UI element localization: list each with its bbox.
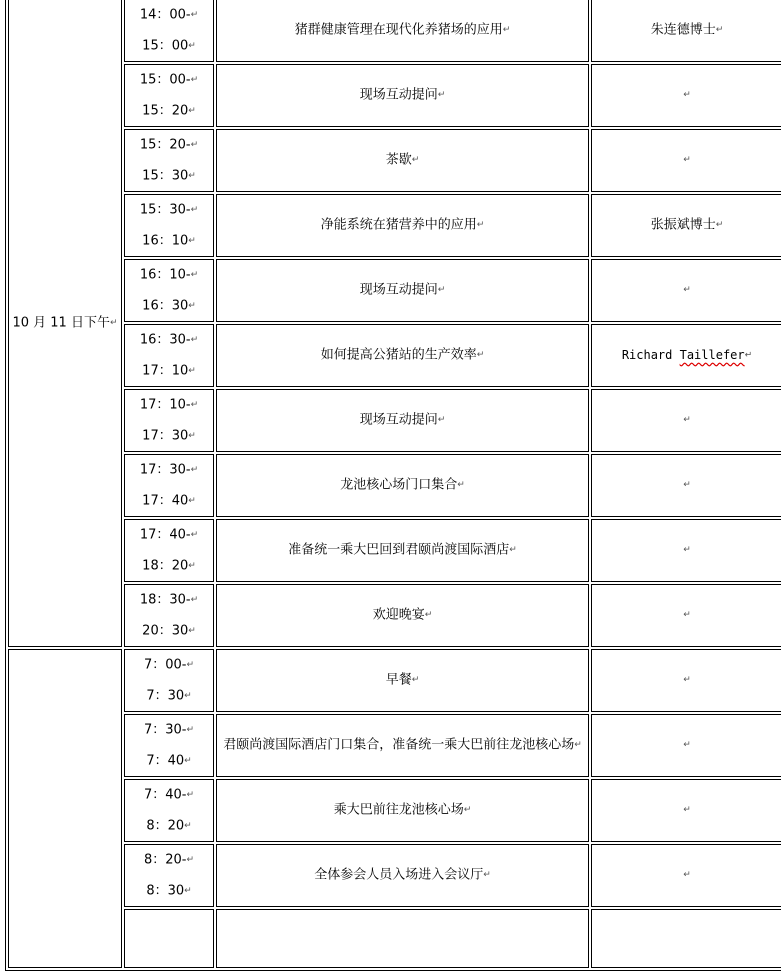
paragraph-mark-icon: ↵	[683, 415, 691, 426]
time-start	[125, 0, 213, 31]
schedule-row	[8, 259, 781, 322]
time-end-text: 20：30	[142, 623, 189, 638]
topic-cell	[216, 64, 589, 127]
schedule-body	[8, 0, 781, 968]
topic-text: 猪群健康管理在现代化养猪场的应用	[294, 22, 503, 38]
time-start	[125, 390, 213, 421]
paragraph-mark-icon: ↵	[437, 415, 446, 426]
topic-text: 现场互动提问	[359, 87, 438, 103]
paragraph-mark-icon: ↵	[683, 90, 691, 101]
topic-cell	[216, 844, 589, 907]
topic-text: 现场互动提问	[359, 412, 438, 428]
time-end	[125, 811, 213, 842]
spellcheck-underline: Taillefer	[679, 348, 745, 362]
paragraph-mark-icon: ↵	[411, 155, 420, 166]
schedule-row	[8, 0, 781, 62]
speaker-cell	[591, 129, 781, 192]
paragraph-mark-icon: ↵	[186, 790, 195, 800]
paragraph-mark-icon: ↵	[188, 170, 196, 181]
schedule-row	[8, 779, 781, 842]
time-end	[125, 31, 213, 62]
time-start-text: 15：30-	[139, 202, 191, 218]
time-end	[125, 291, 213, 322]
time-start-text: 7：30-	[143, 722, 187, 738]
time-start	[125, 65, 213, 96]
paragraph-mark-icon: ↵	[190, 595, 199, 605]
paragraph-mark-icon: ↵	[190, 10, 199, 20]
schedule-row	[8, 584, 781, 647]
topic-cell	[216, 584, 589, 647]
topic-cell	[216, 194, 589, 257]
time-start-text: 16：10-	[139, 267, 191, 283]
paragraph-mark-icon: ↵	[683, 480, 691, 491]
topic-cell	[216, 324, 589, 387]
paragraph-mark-icon: ↵	[476, 350, 485, 361]
time-start	[125, 520, 213, 551]
time-start-text: 7：40-	[143, 787, 187, 803]
schedule-row	[8, 454, 781, 517]
schedule-row	[8, 324, 781, 387]
time-cell	[124, 64, 214, 127]
paragraph-mark-icon: ↵	[188, 430, 196, 441]
topic-text: 欢迎晚宴	[372, 607, 425, 623]
speaker-cell	[591, 0, 781, 62]
paragraph-mark-icon: ↵	[188, 495, 196, 506]
schedule-row	[8, 844, 781, 907]
time-start-text: 17：40-	[139, 527, 191, 543]
time-end	[125, 421, 213, 452]
time-start-text: 16：30-	[139, 332, 191, 348]
paragraph-mark-icon: ↵	[184, 755, 192, 766]
topic-cell	[216, 389, 589, 452]
time-start	[125, 650, 213, 681]
time-end	[125, 96, 213, 127]
paragraph-mark-icon: ↵	[188, 40, 196, 51]
time-cell	[124, 389, 214, 452]
time-end-text: 17：10	[142, 363, 189, 378]
paragraph-mark-icon: ↵	[186, 660, 195, 670]
time-end	[125, 876, 213, 907]
paragraph-mark-icon: ↵	[483, 870, 491, 881]
time-end-text: 17：30	[142, 428, 189, 443]
time-end	[125, 616, 213, 647]
topic-text: 早餐	[385, 672, 412, 688]
topic-text: 乘大巴前往龙池核心场	[333, 802, 464, 818]
speaker-cell	[591, 844, 781, 907]
time-end-text: 17：40	[142, 493, 189, 508]
paragraph-mark-icon: ↵	[424, 610, 433, 621]
paragraph-mark-icon: ↵	[509, 545, 517, 556]
schedule-row	[8, 129, 781, 192]
time-start	[125, 455, 213, 486]
paragraph-mark-icon: ↵	[190, 75, 199, 85]
paragraph-mark-icon: ↵	[188, 105, 196, 116]
paragraph-mark-icon: ↵	[457, 480, 465, 491]
paragraph-mark-icon: ↵	[683, 805, 691, 816]
time-end-text: 7：40	[146, 753, 185, 768]
paragraph-mark-icon: ↵	[437, 285, 446, 296]
time-start	[125, 325, 213, 356]
time-end-text: 8：30	[146, 883, 185, 898]
speaker-cell	[591, 324, 781, 387]
paragraph-mark-icon: ↵	[190, 270, 199, 280]
time-end	[125, 746, 213, 777]
paragraph-mark-icon: ↵	[184, 820, 192, 831]
topic-cell	[216, 714, 589, 777]
time-start	[125, 130, 213, 161]
speaker-text: 张振斌博士	[650, 217, 716, 233]
topic-cell	[216, 454, 589, 517]
topic-text: 现场互动提问	[359, 282, 438, 298]
topic-text: 如何提高公猪站的生产效率	[320, 347, 477, 363]
paragraph-mark-icon: ↵	[744, 350, 753, 361]
paragraph-mark-icon: ↵	[184, 885, 192, 896]
paragraph-mark-icon: ↵	[188, 300, 196, 311]
speaker-cell	[591, 519, 781, 582]
paragraph-mark-icon: ↵	[190, 400, 199, 410]
time-end-text: 18：20	[142, 558, 189, 573]
time-cell	[124, 649, 214, 712]
empty-cell	[591, 909, 781, 968]
schedule-row	[8, 389, 781, 452]
time-cell	[124, 714, 214, 777]
paragraph-mark-icon: ↵	[186, 855, 195, 865]
topic-cell	[216, 0, 589, 62]
speaker-cell	[591, 584, 781, 647]
time-end	[125, 681, 213, 712]
speaker-cell	[591, 259, 781, 322]
paragraph-mark-icon: ↵	[190, 465, 199, 475]
time-end-text: 15：00	[142, 38, 189, 53]
paragraph-mark-icon: ↵	[437, 90, 446, 101]
time-start-text: 14：00-	[139, 7, 191, 23]
empty-cell	[124, 909, 214, 968]
speaker-cell	[591, 454, 781, 517]
time-start-text: 15：20-	[139, 137, 191, 153]
time-start-text: 17：10-	[139, 397, 191, 413]
empty-cell	[216, 909, 589, 968]
time-end-text: 7：30	[146, 688, 185, 703]
paragraph-mark-icon: ↵	[715, 25, 724, 36]
time-start	[125, 715, 213, 746]
time-start	[125, 260, 213, 291]
time-end-text: 8：20	[146, 818, 185, 833]
paragraph-mark-icon: ↵	[190, 140, 199, 150]
topic-cell	[216, 519, 589, 582]
time-cell	[124, 779, 214, 842]
speaker-cell	[591, 779, 781, 842]
schedule-row	[8, 714, 781, 777]
time-cell	[124, 584, 214, 647]
paragraph-mark-icon: ↵	[574, 740, 582, 751]
time-cell	[124, 519, 214, 582]
time-cell	[124, 259, 214, 322]
topic-cell	[216, 779, 589, 842]
paragraph-mark-icon: ↵	[683, 155, 691, 166]
time-start-text: 8：20-	[143, 852, 187, 868]
time-start-text: 17：30-	[139, 462, 191, 478]
paragraph-mark-icon: ↵	[190, 530, 199, 540]
topic-cell	[216, 129, 589, 192]
speaker-cell	[591, 714, 781, 777]
time-start	[125, 845, 213, 876]
speaker-cell	[591, 649, 781, 712]
time-end	[125, 551, 213, 582]
time-start-text: 7：00-	[143, 657, 187, 673]
topic-cell	[216, 259, 589, 322]
speaker-text: 朱连德博士	[650, 22, 716, 38]
date-label: 10 月 11 日下午	[12, 315, 110, 331]
paragraph-mark-icon: ↵	[184, 690, 192, 701]
schedule-row	[8, 64, 781, 127]
schedule-row-partial	[8, 909, 781, 968]
paragraph-mark-icon: ↵	[188, 235, 196, 246]
speaker-cell	[591, 64, 781, 127]
topic-text: 君颐尚渡国际酒店门口集合，准备统一乘大巴前往龙池核心场	[223, 737, 575, 753]
time-start	[125, 585, 213, 616]
speaker-text: Richard Taillefer	[621, 348, 745, 362]
paragraph-mark-icon: ↵	[188, 560, 196, 571]
paragraph-mark-icon: ↵	[683, 285, 691, 296]
topic-cell	[216, 649, 589, 712]
time-cell	[124, 454, 214, 517]
time-start	[125, 195, 213, 226]
time-end	[125, 486, 213, 517]
time-cell	[124, 324, 214, 387]
topic-text: 准备统一乘大巴回到君颐尚渡国际酒店	[288, 542, 510, 558]
paragraph-mark-icon: ↵	[683, 870, 691, 881]
paragraph-mark-icon: ↵	[411, 675, 420, 686]
paragraph-mark-icon: ↵	[109, 317, 118, 328]
topic-text: 全体参会人员入场进入会议厅	[314, 867, 484, 883]
time-end-text: 16：30	[142, 298, 189, 313]
paragraph-mark-icon: ↵	[683, 675, 691, 686]
paragraph-mark-icon: ↵	[186, 725, 195, 735]
time-end-text: 15：20	[142, 103, 189, 118]
time-end-text: 15：30	[142, 168, 189, 183]
paragraph-mark-icon: ↵	[190, 205, 199, 215]
paragraph-mark-icon: ↵	[463, 805, 472, 816]
time-end	[125, 356, 213, 387]
schedule-row	[8, 649, 781, 712]
paragraph-mark-icon: ↵	[683, 610, 691, 621]
paragraph-mark-icon: ↵	[715, 220, 724, 231]
date-cell	[8, 0, 122, 647]
time-start-text: 15：00-	[139, 72, 191, 88]
topic-text: 净能系统在猪营养中的应用	[320, 217, 477, 233]
schedule-row	[8, 519, 781, 582]
time-start	[125, 780, 213, 811]
paragraph-mark-icon: ↵	[190, 335, 199, 345]
paragraph-mark-icon: ↵	[683, 545, 691, 556]
topic-text: 茶歇	[385, 152, 412, 168]
date-cell	[8, 649, 122, 968]
paragraph-mark-icon: ↵	[502, 25, 511, 36]
time-cell	[124, 0, 214, 62]
time-cell	[124, 194, 214, 257]
time-cell	[124, 844, 214, 907]
schedule-table	[5, 0, 781, 971]
speaker-cell	[591, 389, 781, 452]
time-end-text: 16：10	[142, 233, 189, 248]
paragraph-mark-icon: ↵	[683, 740, 691, 751]
paragraph-mark-icon: ↵	[188, 365, 196, 376]
time-cell	[124, 129, 214, 192]
schedule-row	[8, 194, 781, 257]
topic-text: 龙池核心场门口集合	[340, 477, 458, 493]
time-start-text: 18：30-	[139, 592, 191, 608]
time-end	[125, 161, 213, 192]
paragraph-mark-icon: ↵	[188, 625, 196, 636]
time-end	[125, 226, 213, 257]
speaker-cell	[591, 194, 781, 257]
paragraph-mark-icon: ↵	[476, 220, 485, 231]
